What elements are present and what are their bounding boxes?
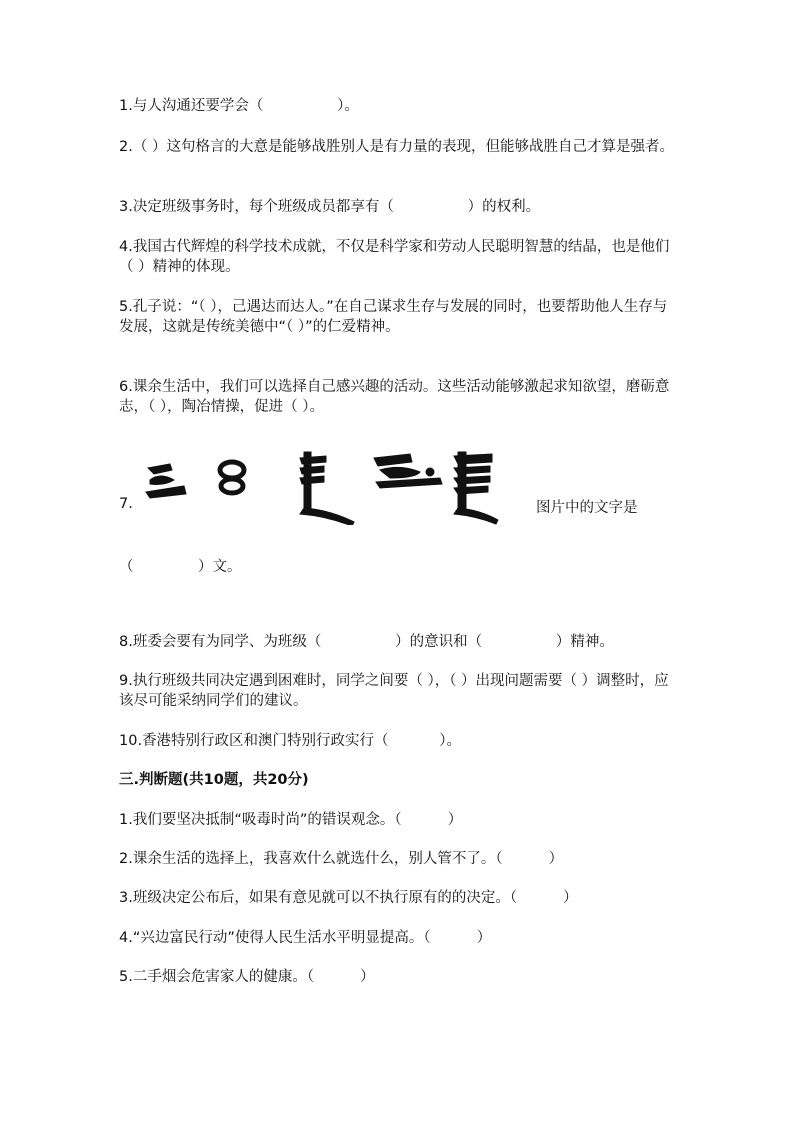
- question-7-answer: （ ）文。: [119, 559, 242, 575]
- judge-question-2: [119, 849, 679, 869]
- question-text: “兴边富民行动”使得人民生活水平明显提高。（ ）: [132, 930, 492, 946]
- question-text: 与人沟通还要学会（ ）。: [132, 98, 359, 114]
- question-5: [119, 297, 679, 337]
- question-text: 孔子说：“（ ），己遇达而达人。”在自己谋求生存与发展的同时，也要帮助他人生存与发展，这就是传统美德中“（ ）”的仁爱精神。: [119, 299, 668, 335]
- section-title: 三.判断题(共10题，共20分): [119, 772, 309, 788]
- question-10: [119, 731, 679, 751]
- question-number: 8.: [119, 634, 133, 650]
- question-number: 9.: [119, 673, 133, 689]
- question-text: 课余生活中，我们可以选择自己感兴趣的活动。这些活动能够激起求知欲望，磨砺意志，（ ），陶冶情操，促进（ ）。: [119, 379, 670, 415]
- question-number: 10.: [119, 733, 143, 749]
- judge-question-3: [119, 888, 679, 908]
- question-2: [119, 137, 679, 157]
- question-text: 我们要坚决抵制“吸毒时尚”的错误观念。（ ）: [132, 812, 463, 828]
- question-text: 课余生活的选择上，我喜欢什么就选什么，别人管不了。（ ）: [132, 851, 564, 867]
- question-number: 4.: [119, 930, 133, 946]
- question-3: [119, 197, 679, 217]
- question-number: 6.: [119, 379, 133, 395]
- judge-question-4: [119, 928, 679, 948]
- question-number: 3.: [119, 890, 133, 906]
- judge-question-1: [119, 810, 679, 830]
- question-text: 班委会要有为同学、为班级（ ）的意识和（ ）精神。: [132, 634, 614, 650]
- question-8: [119, 632, 679, 652]
- question-number: 2.: [119, 851, 133, 867]
- mongolian-script-image: [140, 450, 500, 525]
- judge-question-5: [119, 967, 679, 987]
- question-text: 班级决定公布后，如果有意见就可以不执行原有的的决定。（ ）: [132, 890, 578, 906]
- question-number: 5.: [119, 299, 133, 315]
- question-number: 5.: [119, 969, 133, 985]
- question-number: 1.: [119, 812, 133, 828]
- question-9: [119, 671, 679, 711]
- question-7-number: 7.: [119, 496, 133, 512]
- question-text: （ ）这句格言的大意是能够战胜别人是有力量的表现，但能够战胜自己才算是强者。: [132, 139, 674, 155]
- question-text: 香港特别行政区和澳门特别行政实行（ ）。: [142, 733, 462, 749]
- question-number: 4.: [119, 239, 133, 255]
- question-number: 1.: [119, 98, 133, 114]
- question-7-label: 图片中的文字是: [536, 500, 638, 516]
- question-number: 2.: [119, 139, 133, 155]
- question-text: 执行班级共同决定遇到困难时，同学之间要（ ），（ ）出现问题需要（ ）调整时，应该尽可能采纳同学们的建议。: [119, 673, 669, 709]
- question-text: 二手烟会危害家人的健康。（ ）: [132, 969, 375, 985]
- question-4: [119, 237, 679, 277]
- question-1: [119, 96, 679, 116]
- question-text: 决定班级事务时，每个班级成员都享有（ ）的权利。: [132, 199, 541, 215]
- question-number: 3.: [119, 199, 133, 215]
- question-text: 我国古代辉煌的科学技术成就，不仅是科学家和劳动人民聪明智慧的结晶，也是他们（ ）精神的体现。: [119, 239, 670, 275]
- question-6: [119, 377, 679, 417]
